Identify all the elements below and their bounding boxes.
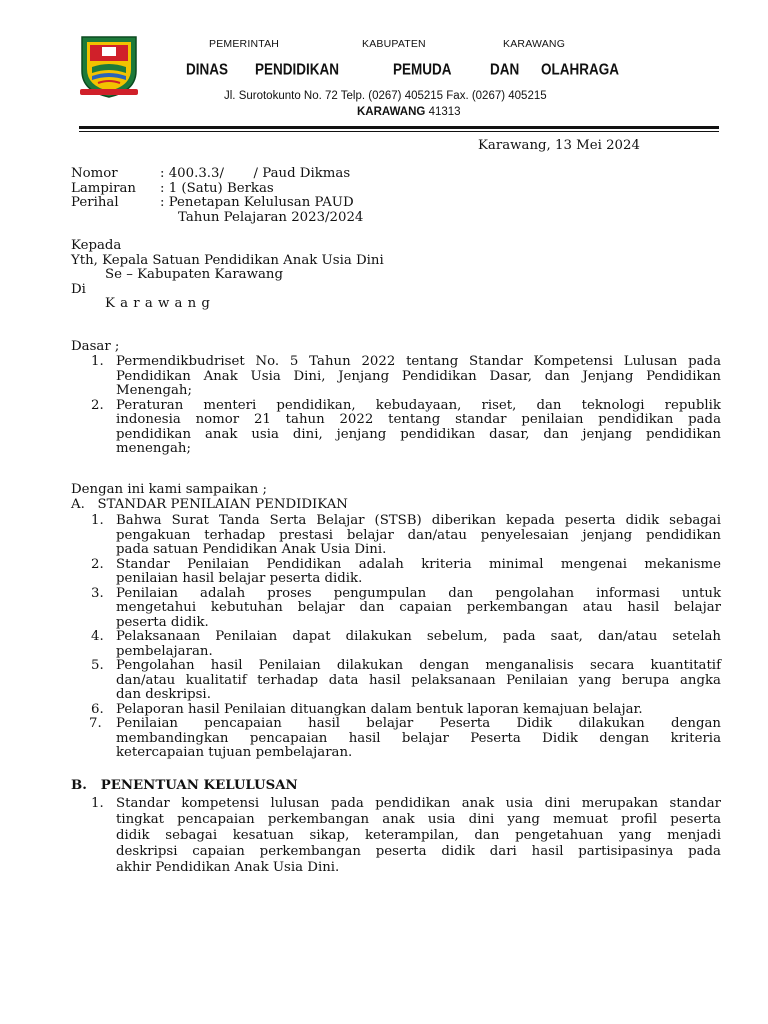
letterhead-pemerintah: PEMERINTAH <box>209 38 280 50</box>
section-a-item-text-line: pengakuan terhadap prestasi belajar dan/atau penyelesaian jenjang pendidikan <box>116 527 721 543</box>
nomor-value: : 400.3.3/ / Paud Dikmas <box>160 166 351 181</box>
letterhead-city: KARAWANG <box>357 106 426 118</box>
dasar-item-2 <box>71 399 721 457</box>
letterhead-city-line <box>357 106 461 118</box>
letterhead-dinas: DINAS <box>186 60 229 79</box>
dasar-item-number: 1. <box>91 354 104 369</box>
section-a-item-text-line: pada satuan Pendidikan Anak Usia Dini. <box>116 542 387 557</box>
perihal-value-line2: Tahun Pelajaran 2023/2024 <box>178 209 364 225</box>
dasar-item-text-line: Pendidikan Anak Usia Dini, Jenjang Pendidikan Dasar, dan Jenjang Pendidikan <box>116 368 721 384</box>
perihal-label: Perihal <box>71 195 119 210</box>
section-a-item-text-line: penilaian hasil belajar peserta didik. <box>116 571 363 586</box>
section-a-item-text-line: Standar Penilaian Pendidikan adalah kriteria minimal mengenai mekanisme <box>116 556 721 572</box>
dasar-item-text-line: Menengah; <box>116 383 192 398</box>
section-a-item-text-line: dan/atau kualitatif terhadap data hasil pelaksanaan Penilaian yang berupa angka <box>116 672 721 688</box>
letterhead-postal-code: 41313 <box>428 106 461 118</box>
kabupaten-karawang-crest-icon <box>78 33 140 99</box>
letterhead-karawang: KARAWANG <box>503 38 566 50</box>
section-b-item-text-line: deskripsi capaian perkembangan peserta didik dari hasil partisipasinya pada <box>116 844 721 859</box>
section-a-item-number: 4. <box>91 629 104 644</box>
letterhead <box>0 0 768 140</box>
letterhead-rule-thick <box>79 126 719 129</box>
section-a-list <box>71 514 721 761</box>
dasar-item-text-line: Peraturan menteri pendidikan, kebudayaan, riset, dan teknologi republik <box>116 397 721 413</box>
section-b-item-number: 1. <box>91 796 104 811</box>
section-a-heading: A. STANDAR PENILAIAN PENDIDIKAN <box>71 497 348 512</box>
dasar-heading: Dasar ; <box>71 339 120 354</box>
section-a-item-4 <box>71 630 721 659</box>
section-a-item-text-line: Pelaksanaan Penilaian dapat dilakukan sebelum, pada saat, dan/atau setelah <box>116 629 721 644</box>
letterhead-dan: DAN <box>490 60 520 79</box>
section-a-item-7 <box>71 717 721 761</box>
intro-line: Dengan ini kami sampaikan ; <box>71 482 267 497</box>
section-a-item-text-line: pembelajaran. <box>116 643 213 659</box>
letterhead-address: Jl. Surotokunto No. 72 Telp. (0267) 405215 Fax. (0267) 405215 <box>224 90 547 102</box>
section-b-item-text-line: tingkat pencapaian perkembangan anak usia dini yang memuat profil peserta <box>116 812 721 827</box>
dasar-item-number: 2. <box>91 397 104 413</box>
section-b-item-text-line: didik sebagai kesatuan sikap, keterampilan, dan pengetahuan yang menjadi <box>116 828 721 843</box>
section-a-item-text-line: Pelaporan hasil Penilaian dituangkan dalam bentuk laporan kemajuan belajar. <box>116 701 643 717</box>
dasar-list <box>71 355 721 457</box>
di-label: Di <box>71 281 86 297</box>
recipient-title: Yth, Kepala Satuan Pendidikan Anak Usia Dini <box>71 252 384 268</box>
nomor-label: Nomor <box>71 166 118 181</box>
perihal-value-line1: : Penetapan Kelulusan PAUD <box>160 195 354 210</box>
section-a-item-number: 5. <box>91 658 104 673</box>
recipient-city: Karawang <box>105 296 216 311</box>
letterhead-pendidikan: PENDIDIKAN <box>255 60 340 79</box>
section-a-item-number: 6. <box>91 701 104 717</box>
letterhead-rule-thin <box>79 131 719 132</box>
section-a-item-text-line: dan deskripsi. <box>116 687 211 702</box>
section-a-item-number: 1. <box>91 513 104 528</box>
section-a-item-1 <box>71 514 721 558</box>
section-b-item-1 <box>71 796 721 876</box>
lampiran-label: Lampiran <box>71 180 136 196</box>
section-b-list <box>71 796 721 876</box>
section-b-heading: B. PENENTUAN KELULUSAN <box>71 778 298 793</box>
section-a-item-text-line: Penilaian adalah proses pengumpulan dan pengolahan informasi untuk <box>116 585 721 601</box>
recipient-scope: Se – Kabupaten Karawang <box>105 267 283 282</box>
dasar-item-text-line: Permendikbudriset No. 5 Tahun 2022 tentang Standar Kompetensi Lulusan pada <box>116 354 721 369</box>
section-a-item-3 <box>71 587 721 631</box>
dasar-item-1 <box>71 355 721 399</box>
letterhead-pemuda: PEMUDA <box>393 60 452 79</box>
section-a-item-text-line: Pengolahan hasil Penilaian dilakukan dengan menganalisis secara kuantitatif <box>116 658 721 673</box>
dasar-item-text-line: indonesia nomor 21 tahun 2022 tentang standar penilaian pendidikan pada <box>116 412 721 427</box>
section-a-item-number: 2. <box>91 556 104 572</box>
letter-date: Karawang, 13 Mei 2024 <box>478 138 640 153</box>
dasar-item-text-line: menengah; <box>116 441 191 456</box>
section-a-item-text-line: Bahwa Surat Tanda Serta Belajar (STSB) diberikan kepada peserta didik sebagai <box>116 513 721 528</box>
section-b-item-text-line: Standar kompetensi lulusan pada pendidikan anak usia dini merupakan standar <box>116 796 721 811</box>
section-a-item-number: 3. <box>91 585 104 601</box>
section-a-item-text-line: ketercapaian tujuan pembelajaran. <box>116 745 353 760</box>
section-a-item-text-line: peserta didik. <box>116 614 209 630</box>
letterhead-olahraga: OLAHRAGA <box>541 60 619 79</box>
section-a-item-number: 7. <box>89 716 102 731</box>
kepada-label: Kepada <box>71 238 122 253</box>
section-a-item-6 <box>71 703 721 718</box>
lampiran-value: : 1 (Satu) Berkas <box>160 180 274 196</box>
section-a-item-text-line: mengetahui kebutuhan belajar dan capaian perkembangan atau hasil belajar <box>116 600 721 615</box>
section-a-item-2 <box>71 558 721 587</box>
section-a-item-text-line: membandingkan pencapaian hasil belajar Peserta Didik dengan kriteria <box>116 730 721 746</box>
section-a-item-5 <box>71 659 721 703</box>
section-a-item-text-line: Penilaian pencapaian hasil belajar Peserta Didik dilakukan dengan <box>116 716 721 731</box>
letterhead-kabupaten: KABUPATEN <box>362 38 426 50</box>
dasar-item-text-line: pendidikan anak usia dini, jenjang pendidikan dasar, dan jenjang pendidikan <box>116 426 721 442</box>
section-b-item-text-line: akhir Pendidikan Anak Usia Dini. <box>116 860 340 875</box>
